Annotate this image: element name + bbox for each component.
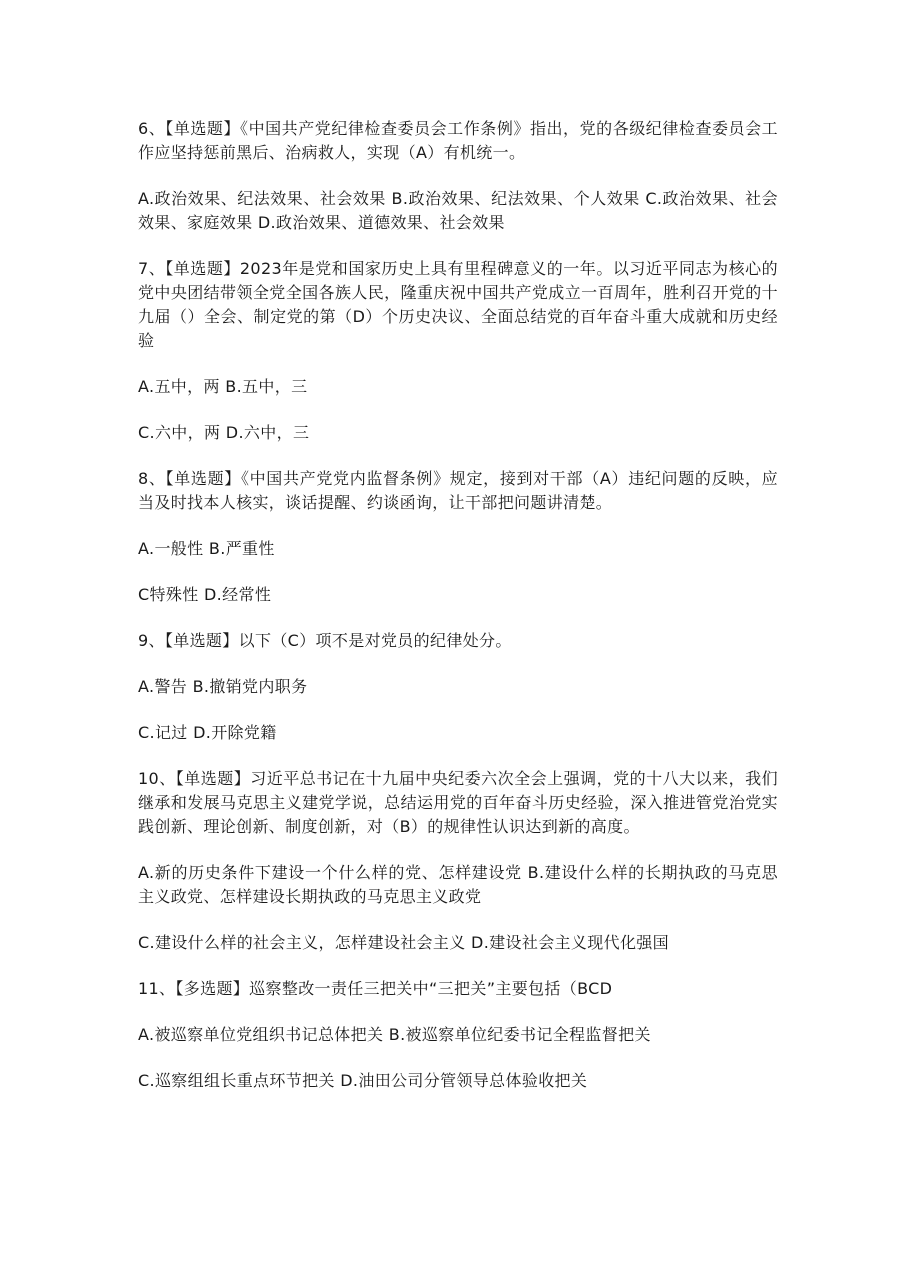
question-10-options-cd: C.建设什么样的社会主义，怎样建设社会主义 D.建设社会主义现代化强国 [138,933,670,952]
question-9-options-cd: C.记过 D.开除党籍 [138,723,277,742]
question-8-options-ab: A.一般性 B.严重性 [138,539,275,558]
question-7-stem: 7、【单选题】2023年是党和国家历史上具有里程碑意义的一年。以习近平同志为核心的党中央团结带领全党全国各族人民，隆重庆祝中国共产党成立一百周年，胜利召开党的十九届（）全会、制定党的第（D）个历史决议、全面总结党的百年奋斗重大成就和历史经验 [138,259,778,350]
question-10-options-ab: A.新的历史条件下建设一个什么样的党、怎样建设党 B.建设什么样的长期执政的马克思主义政党、怎样建设长期执政的马克思主义政党 [138,863,778,906]
question-11-options-cd: C.巡察组组长重点环节把关 D.油田公司分管领导总体验收把关 [138,1071,588,1090]
question-8-stem: 8、【单选题】《中国共产党党内监督条例》规定，接到对干部（A）违纪问题的反映，应当及时找本人核实，谈话提醒、约谈函询，让干部把问题讲清楚。 [138,469,778,512]
question-9-options-ab: A.警告 B.撤销党内职务 [138,677,308,696]
question-10-stem: 10、【单选题】习近平总书记在十九届中央纪委六次全会上强调，党的十八大以来，我们继承和发展马克思主义建党学说，总结运用党的百年奋斗历史经验，深入推进管党治党实践创新、理论创新、制度创新，对（B）的规律性认识达到新的高度。 [138,769,778,836]
question-11-options-ab: A.被巡察单位党组织书记总体把关 B.被巡察单位纪委书记全程监督把关 [138,1025,651,1044]
question-6-stem: 6、【单选题】《中国共产党纪律检查委员会工作条例》指出，党的各级纪律检查委员会工作应坚持惩前黑后、治病救人，实现（A）有机统一。 [138,119,778,162]
question-6-options: A.政治效果、纪法效果、社会效果 B.政治效果、纪法效果、个人效果 C.政治效果、社会效果、家庭效果 D.政治效果、道德效果、社会效果 [138,189,778,232]
question-11-stem: 11、【多选题】巡察整改一责任三把关中“三把关”主要包括（BCD [138,979,613,998]
question-8-options-cd: C特殊性 D.经常性 [138,585,272,604]
question-7-options-ab: A.五中，两 B.五中，三 [138,377,308,396]
question-7-options-cd: C.六中，两 D.六中，三 [138,423,310,442]
document-body [138,117,778,1093]
question-9-stem: 9、【单选题】以下（C）项不是对党员的纪律处分。 [138,631,512,650]
